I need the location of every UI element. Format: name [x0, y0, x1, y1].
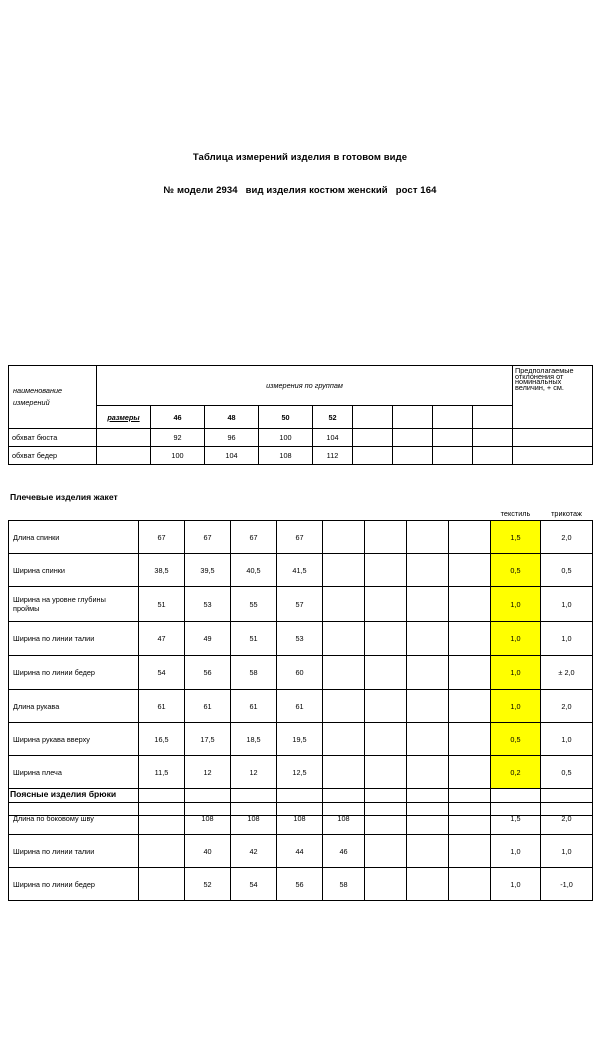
spacer-cell: [449, 506, 491, 521]
row-label: Длина по боковому шву: [9, 803, 139, 835]
row-cell: [513, 429, 593, 447]
section-heading-trousers: Поясные изделия брюки: [10, 789, 117, 799]
row-cell: 60: [277, 656, 323, 690]
row-cell: 100: [151, 447, 205, 465]
row-cell: [407, 521, 449, 554]
row-cell: 40: [185, 835, 231, 868]
subtitle-kind: вид изделия костюм женский: [245, 185, 388, 196]
table-row: [9, 756, 593, 789]
trousers-table: [8, 802, 593, 901]
row-cell: 67: [139, 521, 185, 554]
table-row: [9, 656, 593, 690]
row-cell: [393, 447, 433, 465]
row-cell: [449, 690, 491, 723]
row-cell: [473, 447, 513, 465]
row-cell: [393, 429, 433, 447]
table-row: [9, 622, 593, 656]
row-cell: [97, 447, 151, 465]
table-row-sizes: [9, 406, 593, 429]
row-cell: 67: [277, 521, 323, 554]
row-cell: 12,5: [277, 756, 323, 789]
row-cell: [407, 868, 449, 901]
row-cell: 67: [231, 521, 277, 554]
row-cell: [365, 868, 407, 901]
row-cell: [323, 587, 365, 622]
header-knit: трикотаж: [551, 508, 582, 518]
row-cell-knit: 2,0: [541, 521, 593, 554]
row-label: Длина спинки: [9, 521, 139, 554]
row-cell: [323, 622, 365, 656]
row-cell-knit: 1,0: [541, 723, 593, 756]
row-cell: 18,5: [231, 723, 277, 756]
spacer-cell: [277, 506, 323, 521]
row-cell: [353, 447, 393, 465]
table-row: [9, 587, 593, 622]
subtitle-model: № модели 2934: [163, 185, 238, 196]
row-cell: [323, 723, 365, 756]
row-cell: [365, 723, 407, 756]
row-cell: [365, 521, 407, 554]
header-measurement-name: наименование измерений: [9, 366, 97, 429]
row-cell: [365, 835, 407, 868]
row-cell: 108: [185, 803, 231, 835]
subtitle-height: рост 164: [395, 185, 437, 196]
table-row: [9, 868, 593, 901]
row-cell-knit: ± 2,0: [541, 656, 593, 690]
row-cell: 53: [277, 622, 323, 656]
row-cell: [365, 587, 407, 622]
row-cell-textile: 1,0: [491, 622, 541, 656]
spacer-cell: [9, 506, 139, 521]
size-cell-empty: [353, 406, 393, 429]
row-cell: 41,5: [277, 554, 323, 587]
row-cell: [513, 447, 593, 465]
row-cell: 52: [185, 868, 231, 901]
page-subtitle: [0, 185, 600, 196]
row-label: Ширина по линии талии: [9, 622, 139, 656]
row-cell: [449, 835, 491, 868]
row-cell-textile: 0,5: [491, 554, 541, 587]
sizes-table: [8, 365, 593, 465]
row-cell: 96: [205, 429, 259, 447]
header-deviation-note: Предполагаемые отклонения от номинальных величин, + см.: [513, 366, 593, 429]
row-cell: 19,5: [277, 723, 323, 756]
row-cell: [407, 723, 449, 756]
row-cell: [407, 554, 449, 587]
table-row: [9, 447, 593, 465]
row-cell: 42: [231, 835, 277, 868]
row-cell: 56: [277, 868, 323, 901]
row-cell: 100: [259, 429, 313, 447]
row-cell: 17,5: [185, 723, 231, 756]
row-cell: 108: [231, 803, 277, 835]
section-heading-jacket: Плечевые изделия жакет: [10, 492, 118, 502]
row-cell: [407, 803, 449, 835]
spacer-cell: [323, 506, 365, 521]
row-cell: 61: [139, 690, 185, 723]
table-row-header: [9, 366, 593, 406]
row-cell-knit: 0,5: [541, 756, 593, 789]
row-cell: 47: [139, 622, 185, 656]
row-cell: [449, 803, 491, 835]
header-textile: текстиль: [500, 508, 531, 518]
row-cell: [407, 756, 449, 789]
row-cell: [323, 554, 365, 587]
table-row: [9, 723, 593, 756]
row-cell: 61: [277, 690, 323, 723]
row-cell-knit: 1,0: [541, 622, 593, 656]
row-cell: [365, 554, 407, 587]
spacer-cell: [407, 506, 449, 521]
table-row: [9, 521, 593, 554]
row-label: Ширина рукава вверху: [9, 723, 139, 756]
row-cell: [407, 690, 449, 723]
row-cell: [449, 868, 491, 901]
row-label: обхват бюста: [9, 429, 97, 447]
row-cell-textile: 1,0: [491, 656, 541, 690]
row-cell: 46: [323, 835, 365, 868]
row-label: Ширина по линии бедер: [9, 868, 139, 901]
row-cell: [323, 690, 365, 723]
row-cell: [323, 656, 365, 690]
row-label: Ширина по линии бедер: [9, 656, 139, 690]
size-cell: 46: [151, 406, 205, 429]
row-cell: 67: [185, 521, 231, 554]
row-label: Ширина по линии талии: [9, 835, 139, 868]
row-cell: [365, 656, 407, 690]
row-cell: 61: [231, 690, 277, 723]
spacer-cell: [185, 506, 231, 521]
row-cell: [323, 521, 365, 554]
row-cell: [449, 723, 491, 756]
row-cell: [323, 756, 365, 789]
row-cell: 104: [313, 429, 353, 447]
jacket-table-wrapper: [8, 506, 592, 816]
row-cell-textile: 0,2: [491, 756, 541, 789]
row-cell: [449, 554, 491, 587]
row-cell: 58: [231, 656, 277, 690]
row-cell-knit: 2,0: [541, 803, 593, 835]
header-measurements-by-group: измерения по группам: [97, 366, 513, 406]
row-cell: 39,5: [185, 554, 231, 587]
row-cell-textile: 1,0: [491, 835, 541, 868]
row-cell-textile: 1,0: [491, 587, 541, 622]
row-cell: [449, 756, 491, 789]
sizes-table-wrapper: [8, 365, 592, 465]
table-row: [9, 554, 593, 587]
table-row: [9, 835, 593, 868]
row-label: Длина рукава: [9, 690, 139, 723]
row-cell-textile: 1,5: [491, 803, 541, 835]
row-cell: 44: [277, 835, 323, 868]
spacer-cell: [365, 506, 407, 521]
row-cell: 54: [139, 656, 185, 690]
row-cell: [407, 587, 449, 622]
size-cell: 48: [205, 406, 259, 429]
row-cell: 92: [151, 429, 205, 447]
spacer-cell: [231, 506, 277, 521]
row-cell: [407, 622, 449, 656]
row-cell-knit: -1,0: [541, 868, 593, 901]
row-cell-textile: 1,0: [491, 868, 541, 901]
size-cell: 52: [313, 406, 353, 429]
row-cell-textile: 1,5: [491, 521, 541, 554]
row-cell: 57: [277, 587, 323, 622]
trousers-table-wrapper: [8, 802, 592, 901]
row-cell: [139, 835, 185, 868]
row-cell-textile: 0,5: [491, 723, 541, 756]
row-cell-knit: 1,0: [541, 835, 593, 868]
jacket-table: [8, 506, 593, 816]
row-cell: 11,5: [139, 756, 185, 789]
row-cell-knit: 2,0: [541, 690, 593, 723]
row-cell: [139, 803, 185, 835]
row-cell: [473, 429, 513, 447]
row-cell: 49: [185, 622, 231, 656]
size-cell-empty: [433, 406, 473, 429]
row-cell-knit: 1,0: [541, 587, 593, 622]
row-cell: [365, 756, 407, 789]
row-cell-textile: 1,0: [491, 690, 541, 723]
row-label: обхват бедер: [9, 447, 97, 465]
row-cell: [433, 447, 473, 465]
table-row-header: [9, 506, 593, 521]
row-cell: 51: [231, 622, 277, 656]
row-cell: 38,5: [139, 554, 185, 587]
row-cell: 16,5: [139, 723, 185, 756]
size-cell-empty: [393, 406, 433, 429]
row-cell: [365, 622, 407, 656]
page-title: Таблица измерений изделия в готовом виде: [192, 152, 408, 163]
size-cell-empty: [473, 406, 513, 429]
row-cell: 108: [259, 447, 313, 465]
row-cell: 40,5: [231, 554, 277, 587]
table-row: [9, 690, 593, 723]
row-cell: [433, 429, 473, 447]
row-label: Ширина плеча: [9, 756, 139, 789]
row-cell: 12: [185, 756, 231, 789]
table-row: [9, 803, 593, 835]
row-cell: 108: [323, 803, 365, 835]
row-cell-knit: 0,5: [541, 554, 593, 587]
row-cell: 61: [185, 690, 231, 723]
sizes-label-cell: размеры: [97, 406, 151, 429]
row-cell: [449, 521, 491, 554]
row-label: Ширина спинки: [9, 554, 139, 587]
row-cell: [365, 690, 407, 723]
row-cell: [97, 429, 151, 447]
row-cell: [365, 803, 407, 835]
row-label: Ширина на уровне глубины проймы: [9, 587, 139, 622]
row-cell: 56: [185, 656, 231, 690]
row-cell: 58: [323, 868, 365, 901]
row-cell: [449, 656, 491, 690]
table-row: [9, 429, 593, 447]
row-cell: [139, 868, 185, 901]
row-cell: 108: [277, 803, 323, 835]
row-cell: 53: [185, 587, 231, 622]
row-cell: 12: [231, 756, 277, 789]
row-cell: [449, 622, 491, 656]
row-cell: 104: [205, 447, 259, 465]
size-cell: 50: [259, 406, 313, 429]
row-cell: [353, 429, 393, 447]
spacer-cell: [139, 506, 185, 521]
row-cell: [407, 656, 449, 690]
row-cell: 55: [231, 587, 277, 622]
row-cell: [449, 587, 491, 622]
row-cell: [407, 835, 449, 868]
document-page: [0, 152, 600, 1052]
row-cell: 112: [313, 447, 353, 465]
row-cell: 54: [231, 868, 277, 901]
row-cell: 51: [139, 587, 185, 622]
